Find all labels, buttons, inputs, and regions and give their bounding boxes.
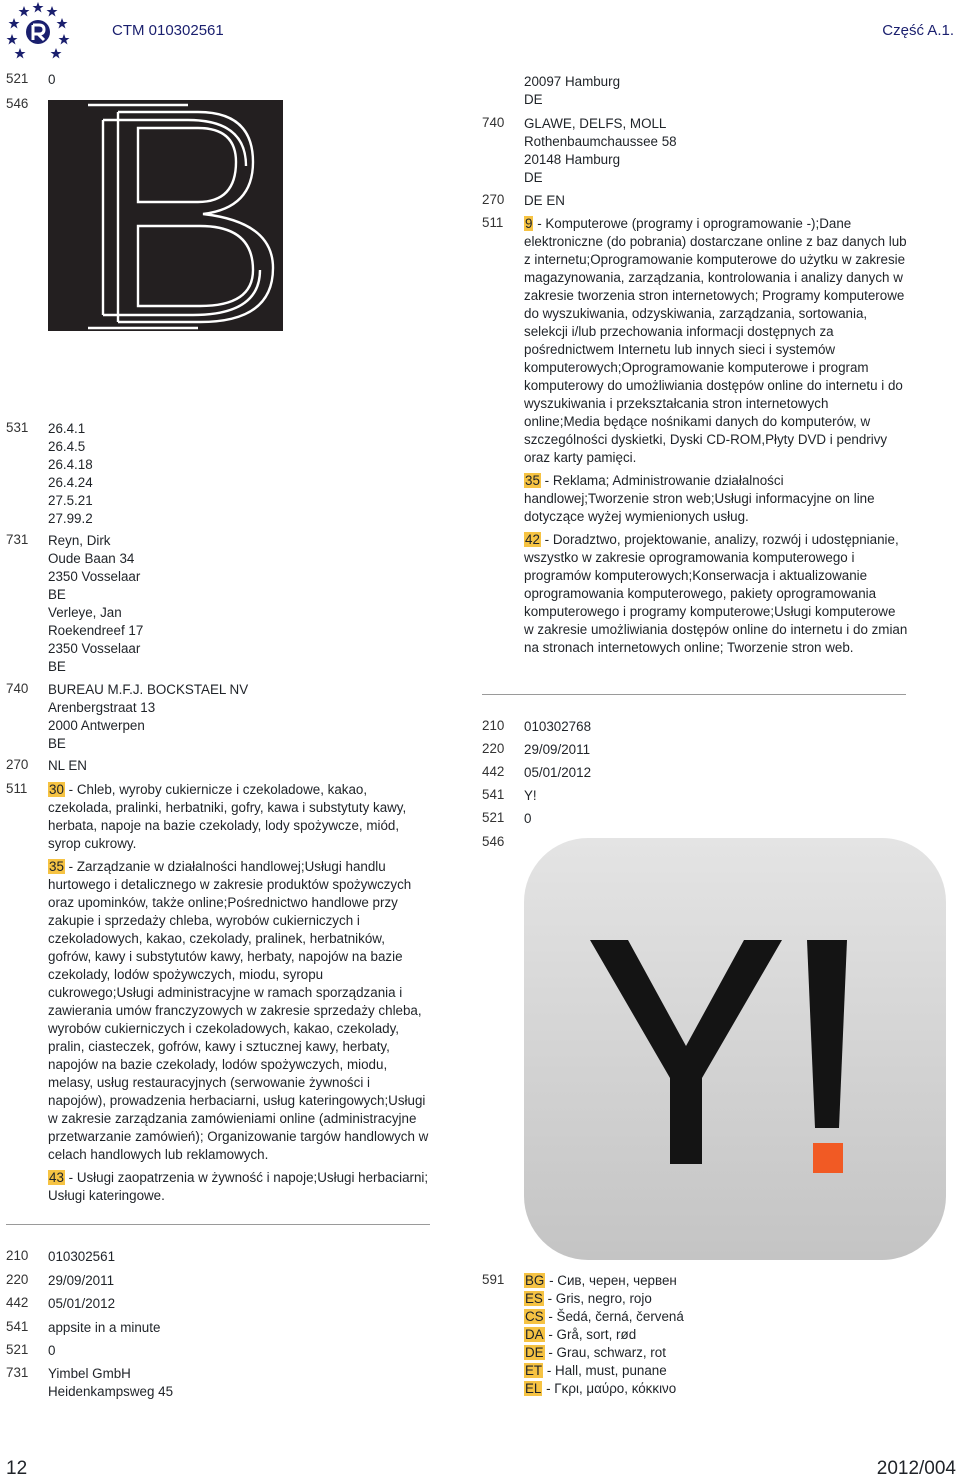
representative-line: 2000 Antwerpen <box>48 718 145 733</box>
goods-class <box>524 215 908 467</box>
filing-date: 29/09/2011 <box>48 1273 115 1288</box>
field-code: 740 <box>6 681 29 696</box>
goods-class <box>48 1169 430 1205</box>
vienna-code: 26.4.1 <box>48 421 86 436</box>
owner-line: 20097 Hamburg <box>524 74 621 89</box>
field-code: 541 <box>482 787 505 802</box>
class-description: - Komputerowe (programy i oprogramowanie -);Dane elektroniczne (do pobrania) dostarczane online z baz danych lub z internetu;Oprogramowanie komputerowe do użytku w zakresie magazynowania, zarządzania, kontrolowania i analizy danych w zakresie tworzenia stron internetowych; Programy komputerowe do wyszukiwania, odzyskiwania, zarządzania, sortowania, selekcji i/lub przechowania informacji dostępnych za pośrednictwem Internetu lub innych sieci i systemów komputerowych;Oprogramowanie komputerowe i program komputerowy do umożliwiania dostępów online do internetu i do wyszukiwania i przekształcania stron internetowych online;Media będące nośnikami danych do komputerów, w szczególności dyskietki, Dyski CD-ROM,Płyty DVD i pendrivy oraz karty pamięci. <box>524 216 907 465</box>
field-code: 521 <box>482 810 505 825</box>
field-code: 220 <box>482 741 505 756</box>
footer-page-number: 12 <box>6 1458 28 1479</box>
field-code: 270 <box>6 757 29 772</box>
eu-stars-icon <box>6 0 70 64</box>
color-list: - Hall, must, punane <box>546 1363 667 1378</box>
owner-line: Oude Baan 34 <box>48 551 135 566</box>
filing-date: 29/09/2011 <box>524 742 591 757</box>
field-code: 731 <box>6 1365 29 1380</box>
vienna-code: 26.4.18 <box>48 457 93 472</box>
class-number: 30 <box>49 782 64 797</box>
field-code: 521 <box>6 1342 29 1357</box>
field-code: 740 <box>482 115 505 130</box>
vienna-code: 27.99.2 <box>48 511 93 526</box>
vienna-code: 27.5.21 <box>48 493 93 508</box>
class-description: - Doradztwo, projektowanie, analizy, rozwój i udostępnianie, wszystko w zakresie oprogramowania komputerowego i programów komputerowych;Konserwacja i aktualizowanie oprogramowania komputerowego, pakiety oprogramowania komputerowego i programy komputerowe;Usługi komputerowe w zakresie umożliwiania dostępów online do internetu i do zmian na stronach internetowych online; Tworzenie stron web. <box>524 532 908 655</box>
class-number: 43 <box>49 1170 64 1185</box>
field-code: 531 <box>6 420 29 435</box>
owner-line: DE <box>524 92 543 107</box>
representative-line: 20148 Hamburg <box>524 152 621 167</box>
color-claim <box>524 1362 684 1380</box>
representative-line: Arenbergstraat 13 <box>48 700 156 715</box>
field-code: 442 <box>6 1295 29 1310</box>
color-list: - Grå, sort, rød <box>548 1327 637 1342</box>
class-number: 35 <box>525 473 540 488</box>
class-description: - Chleb, wyroby cukiernicze i czekoladowe, kakao, czekolada, pralinki, herbatniki, gofry, kawa i substytuty kawy, herbata, napoje na bazie czekolady, lody spożywcze, miód, syrop cukrowy. <box>48 782 407 851</box>
mark-text: appsite in a minute <box>48 1320 161 1335</box>
color-list: - Сив, черен, червен <box>549 1273 677 1288</box>
field-code: 546 <box>482 834 505 849</box>
field-code: 511 <box>482 215 504 230</box>
color-claim <box>524 1308 684 1326</box>
field-code: 210 <box>482 718 505 733</box>
right-continuation <box>524 73 620 109</box>
color-list: - Γκρι, μαύρο, κόκκινο <box>546 1381 677 1396</box>
class-number: 35 <box>49 859 64 874</box>
language-code: ES <box>525 1291 543 1306</box>
language-code: CS <box>525 1309 544 1324</box>
goods-class <box>524 531 908 657</box>
language-code: DE <box>525 1345 544 1360</box>
representative-line: GLAWE, DELFS, MOLL <box>524 116 667 131</box>
application-number: 010302768 <box>524 719 592 734</box>
header-section: Część A.1. <box>882 22 954 39</box>
owner-line: Heidenkampsweg 45 <box>48 1384 174 1399</box>
owner-line: BE <box>48 659 66 674</box>
class-number: 9 <box>525 216 533 231</box>
field-code: 210 <box>6 1248 29 1263</box>
color-list: - Šedá, černá, červená <box>548 1309 684 1324</box>
representative-line: BUREAU M.F.J. BOCKSTAEL NV <box>48 682 249 697</box>
representative-line: BE <box>48 736 66 751</box>
eu-emblem <box>6 0 70 64</box>
header-doc-number: CTM 010302561 <box>112 22 224 39</box>
owner-line: 2350 Vosselaar <box>48 641 141 656</box>
language-code: EL <box>525 1381 542 1396</box>
color-list: - Gris, negro, rojo <box>547 1291 652 1306</box>
field-value: 0 <box>48 72 56 87</box>
color-claim <box>524 1326 684 1344</box>
field-value: 0 <box>524 811 532 826</box>
owner-line: 2350 Vosselaar <box>48 569 141 584</box>
field-code: 521 <box>6 71 29 86</box>
left-separator <box>6 1224 430 1225</box>
class-description: - Usługi zaopatrzenia w żywność i napoje;Usługi herbaciarni; Usługi kateringowe. <box>48 1170 429 1203</box>
field-code: 541 <box>6 1319 29 1334</box>
vienna-code: 26.4.24 <box>48 475 93 490</box>
field-code: 442 <box>482 764 505 779</box>
field-code: 546 <box>6 96 29 111</box>
class-number: 42 <box>525 532 540 547</box>
publication-date: 05/01/2012 <box>524 765 592 780</box>
representative-line: DE <box>524 170 543 185</box>
footer-issue: 2012/004 <box>876 1458 956 1479</box>
vienna-code: 26.4.5 <box>48 439 86 454</box>
field-code: 731 <box>6 532 29 547</box>
mark-text: Y! <box>524 788 537 803</box>
class-description: - Zarządzanie w działalności handlowej;Usługi handlu hurtowego i detalicznego w zakresie produktów spożywczych oraz upominków, także online;Pośrednictwo handlowe przy zakupie i sprzedaży chleba, wyrobów cukierniczych i czekoladowych, kakao, czekolady, pralinek, herbatników, gofrów, kawy i substytutów kawy, herbaty, napojów na bazie czekolady, lodów spożywczych, miodu, syropu cukrowego;Usługi administracyjne w ramach sporządzania i zawierania umów franczyzowych w zakresie sprzedaży chleba, wyrobów cukierniczych i czekoladowych, kakao, czekolady, pralin, ciasteczek, gofrów, kawy i sztucznej kawy, herbaty, napojów na bazie czekolady, lodów spożywczych, miodu, melasy, usług restauracyjnych (serwowanie żywności i napojów), prowadzenia herbaciarni, usług kateringowych;Usługi w zakresie zarządzania zamówieniami online (administracyjne przetwarzanie zamówień); Organizowanie targów handlowych w celach handlowych lub reklamowych. <box>48 859 429 1162</box>
field-code: 511 <box>6 781 28 796</box>
color-list: - Grau, schwarz, rot <box>548 1345 666 1360</box>
application-number: 010302561 <box>48 1249 116 1264</box>
field-code: 591 <box>482 1272 505 1287</box>
representative-line: Rothenbaumchaussee 58 <box>524 134 677 149</box>
accent-square <box>813 1143 843 1173</box>
y-exclamation-logo <box>524 838 946 1260</box>
language-code: ET <box>525 1363 543 1378</box>
language-code: DA <box>525 1327 544 1342</box>
letter-b-outline-logo <box>48 100 283 331</box>
color-claim <box>524 1344 684 1362</box>
mark-image-y <box>524 838 946 1260</box>
color-claim <box>524 1290 684 1308</box>
owner-line: Roekendreef 17 <box>48 623 144 638</box>
goods-class <box>48 781 430 853</box>
language-code: BG <box>525 1273 545 1288</box>
field-code: 220 <box>6 1272 29 1287</box>
class-description: - Reklama; Administrowanie działalności handlowej;Tworzenie stron web;Usługi informacyjne on line dotyczące wyżej wymienionych usług. <box>524 473 875 524</box>
goods-class <box>524 472 908 526</box>
owner-line: BE <box>48 587 66 602</box>
owner-line: Reyn, Dirk <box>48 533 111 548</box>
owner-line: Verleye, Jan <box>48 605 122 620</box>
color-claim <box>524 1380 684 1398</box>
mark-image-b <box>48 100 283 331</box>
field-code: 270 <box>482 192 505 207</box>
owner-line: Yimbel GmbH <box>48 1366 131 1381</box>
languages: NL EN <box>48 758 87 773</box>
right-separator <box>482 694 906 695</box>
field-value: 0 <box>48 1343 56 1358</box>
goods-class <box>48 858 430 1164</box>
publication-date: 05/01/2012 <box>48 1296 116 1311</box>
color-claim <box>524 1272 684 1290</box>
languages: DE EN <box>524 193 565 208</box>
